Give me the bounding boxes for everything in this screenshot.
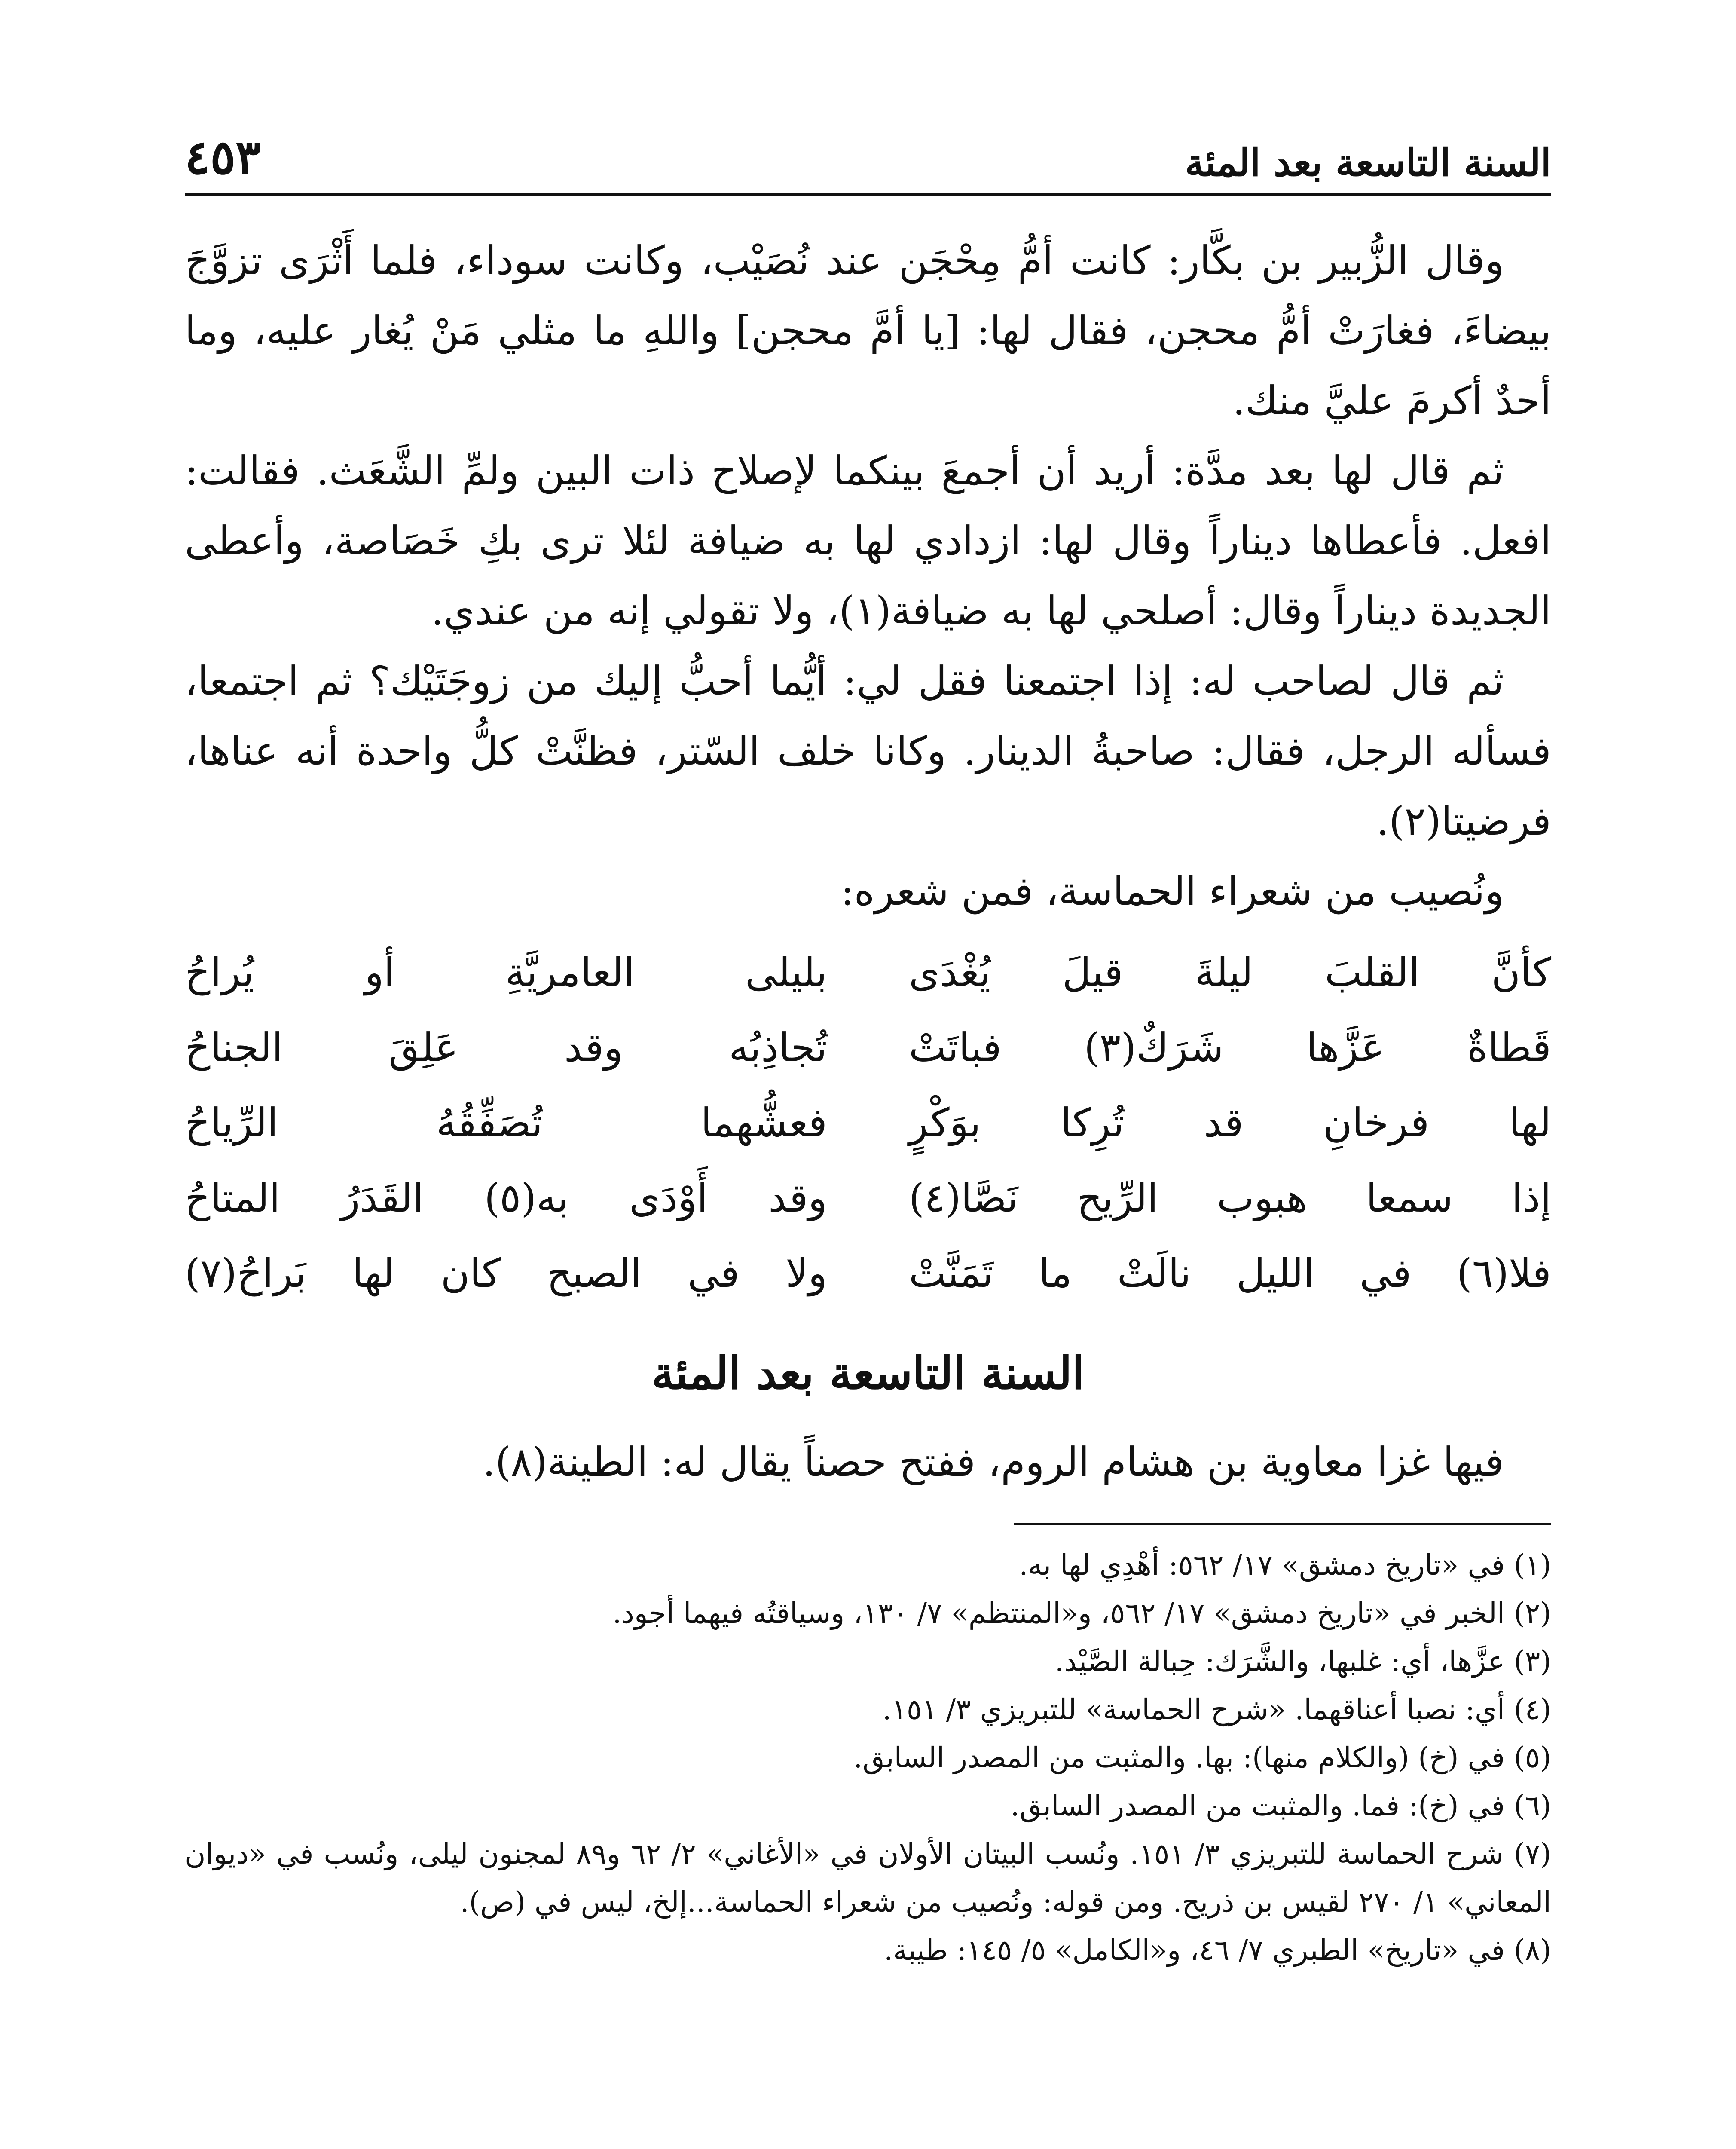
paragraph: ثم قال لصاحب له: إذا اجتمعنا فقل لي: أيُّما أحبُّ إليك من زوجَتَيْك؟ ثم اجتمعا، فسأله الرجل، فقال: صاحبةُ الدينار. وكانا خلف السّتر، فظنَّتْ كلُّ واحدة أنه عناها، فرضيتا(٢). — [185, 658, 1551, 844]
poem-verse-second-hemistich: وقد أَوْدَى به(٥) القَدَرُ المتاحُ — [185, 1175, 827, 1221]
poem-verse-second-hemistich: فعشُّهما تُصَفِّقُهُ الرِّياحُ — [185, 1100, 827, 1146]
section-heading: السنة التاسعة بعد المئة — [651, 1347, 1085, 1399]
poem — [185, 935, 1551, 1311]
poem-verse-first-hemistich: إذا سمعا هبوب الرِّيح نَصَّا(٤) — [909, 1175, 1551, 1221]
footnote-separator — [1014, 1523, 1551, 1525]
poem-verse-first-hemistich: كأنَّ القلبَ ليلةَ قيلَ يُغْدَى — [909, 949, 1551, 995]
section-paragraph: فيها غزا معاوية بن هشام الروم، ففتح حصناً يقال له: الطينة(٨). — [483, 1439, 1504, 1485]
footnote: (٣) عزَّها، أي: غلبها، والشَّرَك: حِبالة الصَّيْد. — [1055, 1645, 1551, 1678]
footnote: (٤) أي: نصبا أعناقهما. «شرح الحماسة» للتبريزي ٣/ ١٥١. — [882, 1693, 1551, 1726]
poem-verse-second-hemistich: ولا في الصبح كان لها بَراحُ(٧) — [185, 1250, 827, 1296]
footnote: (٢) الخبر في «تاريخ دمشق» ١٧/ ٥٦٢، و«المنتظم» ٧/ ١٣٠، وسياقتُه فيهما أجود. — [612, 1597, 1551, 1630]
poem-verse-second-hemistich: بليلى العامريَّةِ أو يُراحُ — [185, 949, 827, 995]
footnote: (٧) شرح الحماسة للتبريزي ٣/ ١٥١. ونُسب البيتان الأولان في «الأغاني» ٢/ ٦٢ و٨٩ لمجنون ليلى، ونُسب في «ديوان المعاني» ١/ ٢٧٠ لقيس بن ذريح. ومن قوله: ونُصيب من شعراء الحماسة...إلخ، ليس في (ص). — [185, 1837, 1552, 1919]
poem-verse-first-hemistich: قَطاةٌ عَزَّها شَرَكٌ(٣) فباتَتْ — [909, 1025, 1551, 1071]
footnote: (١) في «تاريخ دمشق» ١٧/ ٥٦٢: أهْدِي لها به. — [1019, 1549, 1551, 1582]
running-header-title: السنة التاسعة بعد المئة — [1185, 140, 1551, 185]
poem-verse-first-hemistich: لها فرخانِ قد تُرِكا بوَكْرٍ — [909, 1100, 1551, 1146]
paragraph: ونُصيب من شعراء الحماسة، فمن شعره: — [840, 868, 1504, 914]
poem-verse-first-hemistich: فلا(٦) في الليل نالَتْ ما تَمَنَّتْ — [909, 1250, 1551, 1296]
footnotes — [185, 1541, 1551, 1975]
paragraph: وقال الزُّبير بن بكَّار: كانت أمُّ مِحْجَن عند نُصَيْب، وكانت سوداء، فلما أَثْرَى تزوَّجَ بيضاءَ، فغارَتْ أمُّ محجن، فقال لها: [يا أمَّ محجن] واللهِ ما مثلي مَنْ يُغار عليه، وما أحدٌ أكرمَ عليَّ منك. — [185, 238, 1551, 424]
footnote: (٨) في «تاريخ» الطبري ٧/ ٤٦، و«الكامل» ٥/ ١٤٥: طيبة. — [884, 1934, 1551, 1967]
page-number: ٤٥٣ — [185, 129, 261, 185]
footnote: (٥) في (خ) (والكلام منها): بها. والمثبت من المصدر السابق. — [853, 1741, 1551, 1774]
main-text — [185, 226, 1551, 1497]
paragraph: ثم قال لها بعد مدَّة: أريد أن أجمعَ بينكما لإصلاح ذات البين ولمِّ الشَّعَث. فقالت: افعل. فأعطاها ديناراً وقال لها: ازدادي لها به ضيافة لئلا ترى بكِ خَصَاصة، وأعطى الجديدة ديناراً وقال: أصلحي لها به ضيافة(١)، ولا تقولي إنه من عندي. — [185, 448, 1552, 634]
running-header — [185, 129, 1551, 196]
footnote: (٦) في (خ): فما. والمثبت من المصدر السابق. — [1010, 1789, 1551, 1822]
poem-verse-second-hemistich: تُجاذِبُه وقد عَلِقَ الجناحُ — [185, 1025, 827, 1071]
